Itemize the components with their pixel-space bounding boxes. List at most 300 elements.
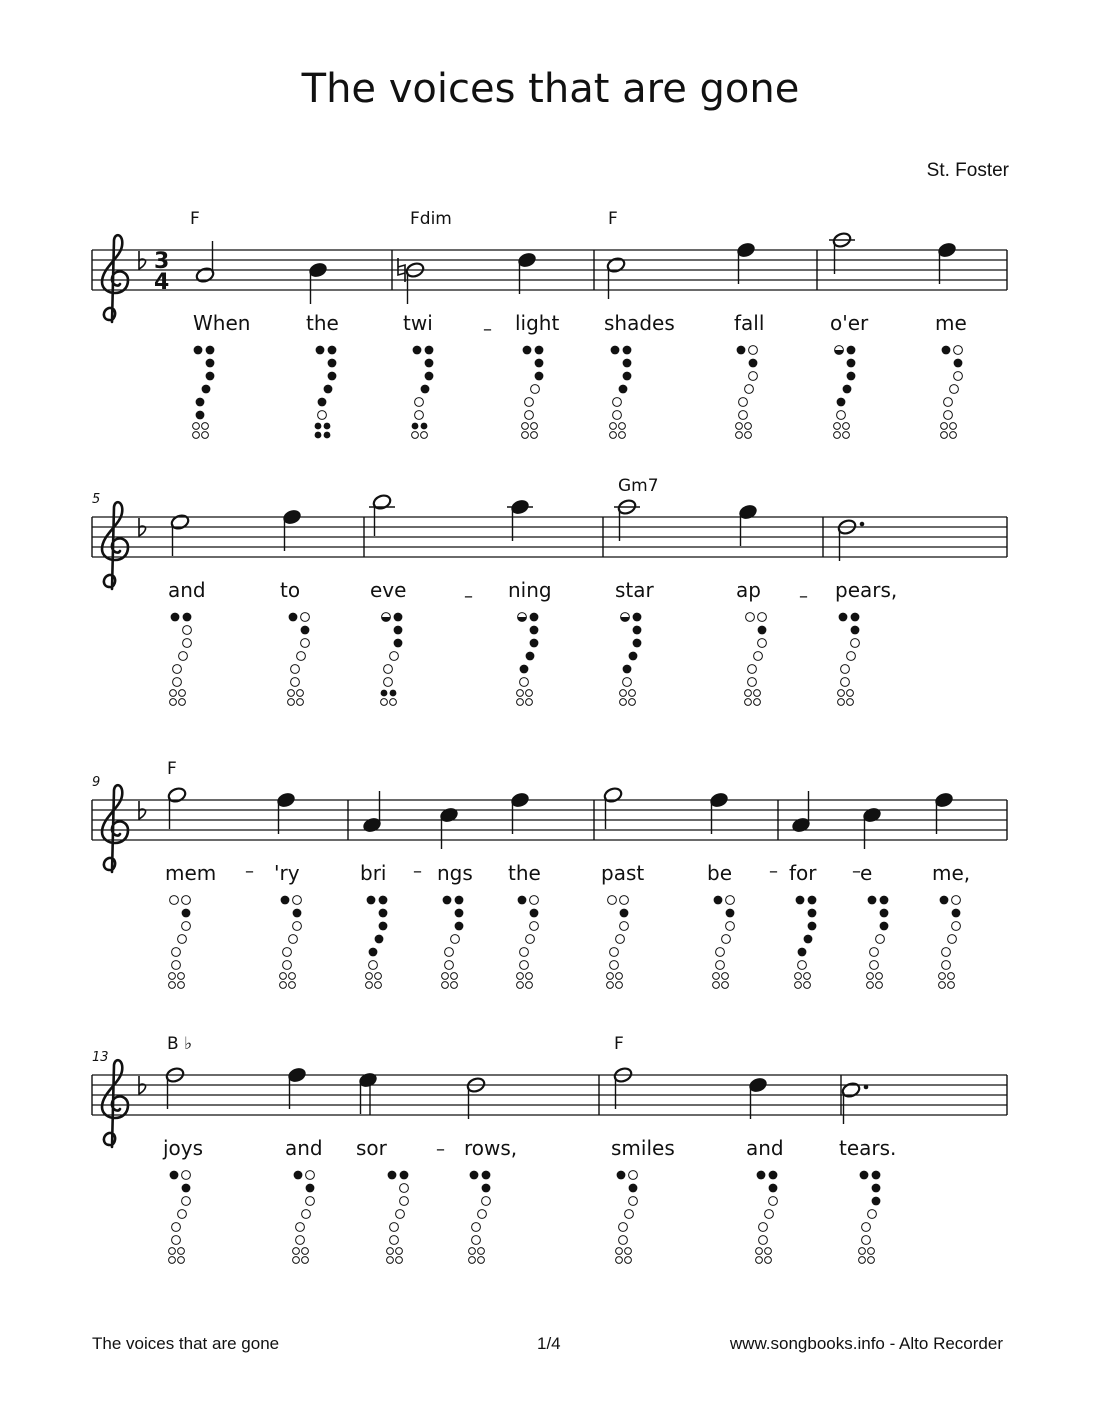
hole-open [517,690,524,697]
hole-closed [872,1184,881,1193]
lyric-syllable: o'er [830,311,869,335]
hole-closed [206,346,215,355]
recorder-fingering-chart [838,613,860,706]
hole-open [445,948,454,957]
hole-open [941,432,948,439]
note [738,503,758,546]
note [195,241,215,284]
recorder-fingering-chart [517,613,539,706]
hole-open [610,432,617,439]
hole-closed [623,665,632,674]
hole-open [289,973,296,980]
hole-open [451,935,460,944]
hole-open [954,346,963,355]
hole-open [182,1197,191,1206]
note [837,518,864,561]
staff-system [92,250,1007,290]
chord-symbol: Fdim [410,209,452,229]
hole-open [526,935,535,944]
hole-open [302,1257,309,1264]
hole-open [396,1248,403,1255]
note [167,786,187,829]
hole-open [944,398,953,407]
recorder-fingering-chart [834,346,856,439]
hole-open [381,699,388,706]
hole-open [756,1257,763,1264]
recorder-fingering-chart [522,346,544,439]
lyric-syllable: fall [734,311,765,335]
hole-closed [808,922,817,931]
hole-open [170,699,177,706]
hole-open [876,935,885,944]
recorder-fingering-chart [610,346,632,439]
hole-closed [281,896,290,905]
hole-open [301,613,310,622]
note [829,231,855,274]
lyric-syllable: the [306,311,339,335]
hole-closed [328,346,337,355]
hole-closed [629,652,638,661]
hole-closed [523,346,532,355]
hole-open [415,398,424,407]
hole-closed [808,909,817,918]
hole-open [716,961,725,970]
lyric-syllable: When [193,311,251,335]
hole-open [607,973,614,980]
hole-open [172,1223,181,1232]
hole-open [530,922,539,931]
hole-closed [633,639,642,648]
hole-closed [202,385,211,394]
hole-closed [324,385,333,394]
hole-open [531,423,538,430]
note [934,791,954,834]
treble-clef-icon [102,235,128,322]
lyric-syllable: rows, [464,1136,518,1160]
recorder-fingering-chart [941,346,963,439]
lyric-syllable: shades [604,311,675,335]
hole-closed [289,613,298,622]
recorder-fingering-chart [616,1171,638,1264]
hole-open [726,922,735,931]
hole-closed [294,1171,303,1180]
hole-closed [940,896,949,905]
hole-closed [455,896,464,905]
hole-open [387,1248,394,1255]
hole-open [950,423,957,430]
hole-closed [425,359,434,368]
hole-open [847,690,854,697]
augmentation-dot [864,1085,869,1090]
hole-open [804,982,811,989]
note [507,498,533,541]
recorder-fingering-chart [620,613,642,706]
hole-closed [182,1184,191,1193]
hole-open [941,423,948,430]
hole-open [291,665,300,674]
hole-closed [530,626,539,635]
lyric-syllable: for [789,861,817,885]
hole-open [754,699,761,706]
hole-closed [171,613,180,622]
recorder-fingering-chart [469,1171,491,1264]
hole-open [939,982,946,989]
hole-closed [315,432,322,439]
hole-open [620,699,627,706]
lyric-syllable: the [508,861,541,885]
hole-open [939,973,946,980]
recorder-fingering-chart [442,896,464,989]
hole-open [193,423,200,430]
hole-closed [860,1171,869,1180]
hole-closed [757,1171,766,1180]
hole-closed [328,372,337,381]
hole-open [445,961,454,970]
hole-open [608,896,617,905]
hole-open [746,613,755,622]
recorder-fingering-chart [859,1171,881,1264]
hole-closed [769,1171,778,1180]
treble-clef-icon [102,502,128,589]
treble-clef-icon [102,1060,128,1147]
hole-open [289,935,298,944]
hole-open [769,1197,778,1206]
hole-closed [369,948,378,957]
hole-open [291,678,300,687]
hole-closed [851,626,860,635]
hole-open [838,699,845,706]
hole-open [616,1257,623,1264]
footer-page-number: 1/4 [537,1334,561,1353]
hole-open [843,432,850,439]
hole-closed [394,639,403,648]
chord-symbol: Gm7 [618,476,659,496]
chord-symbol: F [190,209,200,229]
hole-open [178,1257,185,1264]
hole-closed [726,909,735,918]
hole-open [412,432,419,439]
lyric-syllable: mem [165,861,217,885]
hole-open [765,1257,772,1264]
lyric-syllable: ap [736,578,761,602]
hole-open [293,1257,300,1264]
hole-open [795,973,802,980]
hole-open [804,973,811,980]
hole-open [859,1257,866,1264]
hole-closed [530,909,539,918]
hole-closed [379,909,388,918]
hole-open [870,961,879,970]
hole-open [297,652,306,661]
recorder-fingering-chart [315,346,337,439]
hole-open [625,1210,634,1219]
hole-open [172,961,181,970]
hole-open [302,1210,311,1219]
hole-open [173,678,182,687]
hole-open [179,690,186,697]
hole-open [526,690,533,697]
hole-open [867,973,874,980]
recorder-fingering-chart [795,896,817,989]
hole-open [748,678,757,687]
hole-closed [619,385,628,394]
hole-open [739,411,748,420]
hole-closed [170,1171,179,1180]
hole-open [482,1197,491,1206]
hole-open [798,961,807,970]
recorder-fingering-chart [607,896,629,989]
hole-open [297,699,304,706]
hole-closed [388,1171,397,1180]
hole-closed [518,896,527,905]
hole-open [478,1248,485,1255]
recorder-fingering-chart [745,613,767,706]
recorder-fingering-chart [867,896,889,989]
hole-open [169,1257,176,1264]
lyric-syllable: ning [508,578,552,602]
hole-open [870,948,879,957]
hole-open [868,1257,875,1264]
note [613,1066,633,1109]
lyric-syllable: and [285,1136,323,1160]
note [405,261,425,304]
hole-open [754,690,761,697]
hole-open [415,411,424,420]
hole-closed [535,359,544,368]
hole-open [525,411,534,420]
hole-open [944,411,953,420]
hole-open [722,935,731,944]
hole-open [478,1257,485,1264]
recorder-fingering-chart [412,346,434,439]
hole-open [837,411,846,420]
hole-closed [482,1184,491,1193]
hole-open [736,423,743,430]
lyric-syllable: me [935,311,967,335]
hole-open [862,1223,871,1232]
hole-closed [530,613,539,622]
hole-closed [381,690,388,697]
hole-open [745,385,754,394]
recorder-fingering-chart [387,1171,409,1264]
hole-closed [804,935,813,944]
note [736,241,756,284]
hole-open [526,982,533,989]
hole-closed [194,346,203,355]
hole-open [867,982,874,989]
hole-open [169,973,176,980]
hole-open [838,690,845,697]
treble-clef-icon [102,785,128,872]
hole-open [387,1257,394,1264]
lyric-syllable: me, [932,861,971,885]
hole-closed [455,909,464,918]
hole-open [526,973,533,980]
hole-open [765,1248,772,1255]
hole-open [758,639,767,648]
hole-open [182,896,191,905]
hole-open [620,896,629,905]
hole-open [868,1248,875,1255]
hole-closed [306,1184,315,1193]
hole-open [170,896,179,905]
hole-closed [942,346,951,355]
hole-open [942,961,951,970]
hole-open [748,665,757,674]
hole-open [841,665,850,674]
lyric-syllable: tears. [839,1136,897,1160]
hole-open [616,935,625,944]
time-signature-top: 3 [154,249,170,274]
hole-open [396,1257,403,1264]
hole-open [283,961,292,970]
lyric-syllable: e [860,861,873,885]
hole-open [384,665,393,674]
recorder-fingering-chart [381,613,403,706]
hole-open [619,1223,628,1232]
hole-open [178,1210,187,1219]
measure-number: 13 [92,1050,109,1065]
lyric-hyphen: – [799,586,808,607]
hole-open [952,896,961,905]
augmentation-dot [860,522,865,527]
hole-open [390,1236,399,1245]
hole-open [178,935,187,944]
hole-open [722,982,729,989]
hole-open [390,699,397,706]
hole-open [620,690,627,697]
hole-open [613,398,622,407]
hole-open [745,690,752,697]
hole-open [472,1236,481,1245]
hole-open [280,973,287,980]
lyric-syllable: smiles [611,1136,675,1160]
hole-closed [324,432,331,439]
hole-open [948,982,955,989]
hole-closed [301,626,310,635]
hole-open [948,935,957,944]
note [369,493,395,536]
hole-closed [872,1171,881,1180]
hole-open [520,678,529,687]
hole-open [390,652,399,661]
hole-open [613,411,622,420]
hole-closed [952,909,961,918]
recorder-fingering-chart [280,896,302,989]
hole-open [950,432,957,439]
lyric-syllable: and [168,578,206,602]
hole-open [847,652,856,661]
lyric-syllable: bri [360,861,387,885]
hole-closed [623,346,632,355]
recorder-fingering-chart [293,1171,315,1264]
hole-open [619,432,626,439]
hole-open [716,948,725,957]
note [606,256,626,299]
hole-open [442,982,449,989]
hole-closed [375,935,384,944]
hole-open [451,982,458,989]
hole-open [745,432,752,439]
hole-open [745,423,752,430]
hole-open [451,973,458,980]
hole-open [619,1236,628,1245]
hole-open [178,1248,185,1255]
lyric-hyphen: – [483,319,492,340]
hole-open [736,432,743,439]
hole-closed [425,372,434,381]
hole-open [952,922,961,931]
hole-closed [880,922,889,931]
hole-closed [183,613,192,622]
footer-title: The voices that are gone [92,1334,280,1353]
lyric-syllable: joys [163,1136,204,1160]
hole-closed [617,1171,626,1180]
lyric-hyphen: – [464,586,473,607]
hole-open [396,1210,405,1219]
hole-open [421,432,428,439]
hole-closed [629,1184,638,1193]
hole-open [713,982,720,989]
hole-closed [324,423,331,430]
hole-closed [328,359,337,368]
note [791,791,811,834]
hole-closed [535,346,544,355]
hole-open [183,639,192,648]
hole-closed [758,626,767,635]
hole-closed [394,613,403,622]
hole-open [625,1248,632,1255]
note [862,806,882,849]
hole-open [610,948,619,957]
hole-open [754,652,763,661]
lyric-syllable: light [515,311,560,335]
hole-open [296,1223,305,1232]
hole-open [525,398,534,407]
hole-open [749,372,758,381]
hole-open [517,982,524,989]
hole-closed [293,909,302,918]
recorder-fingering-chart [736,346,758,439]
hole-open [301,639,310,648]
hole-open [179,652,188,661]
hole-open [619,423,626,430]
hole-open [876,982,883,989]
hole-open [522,423,529,430]
hole-open [948,973,955,980]
lyric-syllable: be [707,861,732,885]
hole-closed [315,423,322,430]
chord-symbol: F [608,209,618,229]
hole-closed [633,626,642,635]
note [439,806,459,849]
hole-open [400,1184,409,1193]
note [276,791,296,834]
hole-open [759,1236,768,1245]
hole-open [280,982,287,989]
hole-open [862,1236,871,1245]
hole-open [834,423,841,430]
hole-closed [318,398,327,407]
note [614,498,640,541]
hole-open [954,372,963,381]
note [170,513,190,556]
hole-open [722,973,729,980]
hole-open [629,699,636,706]
hole-open [202,423,209,430]
hole-open [375,982,382,989]
hole-open [759,1223,768,1232]
